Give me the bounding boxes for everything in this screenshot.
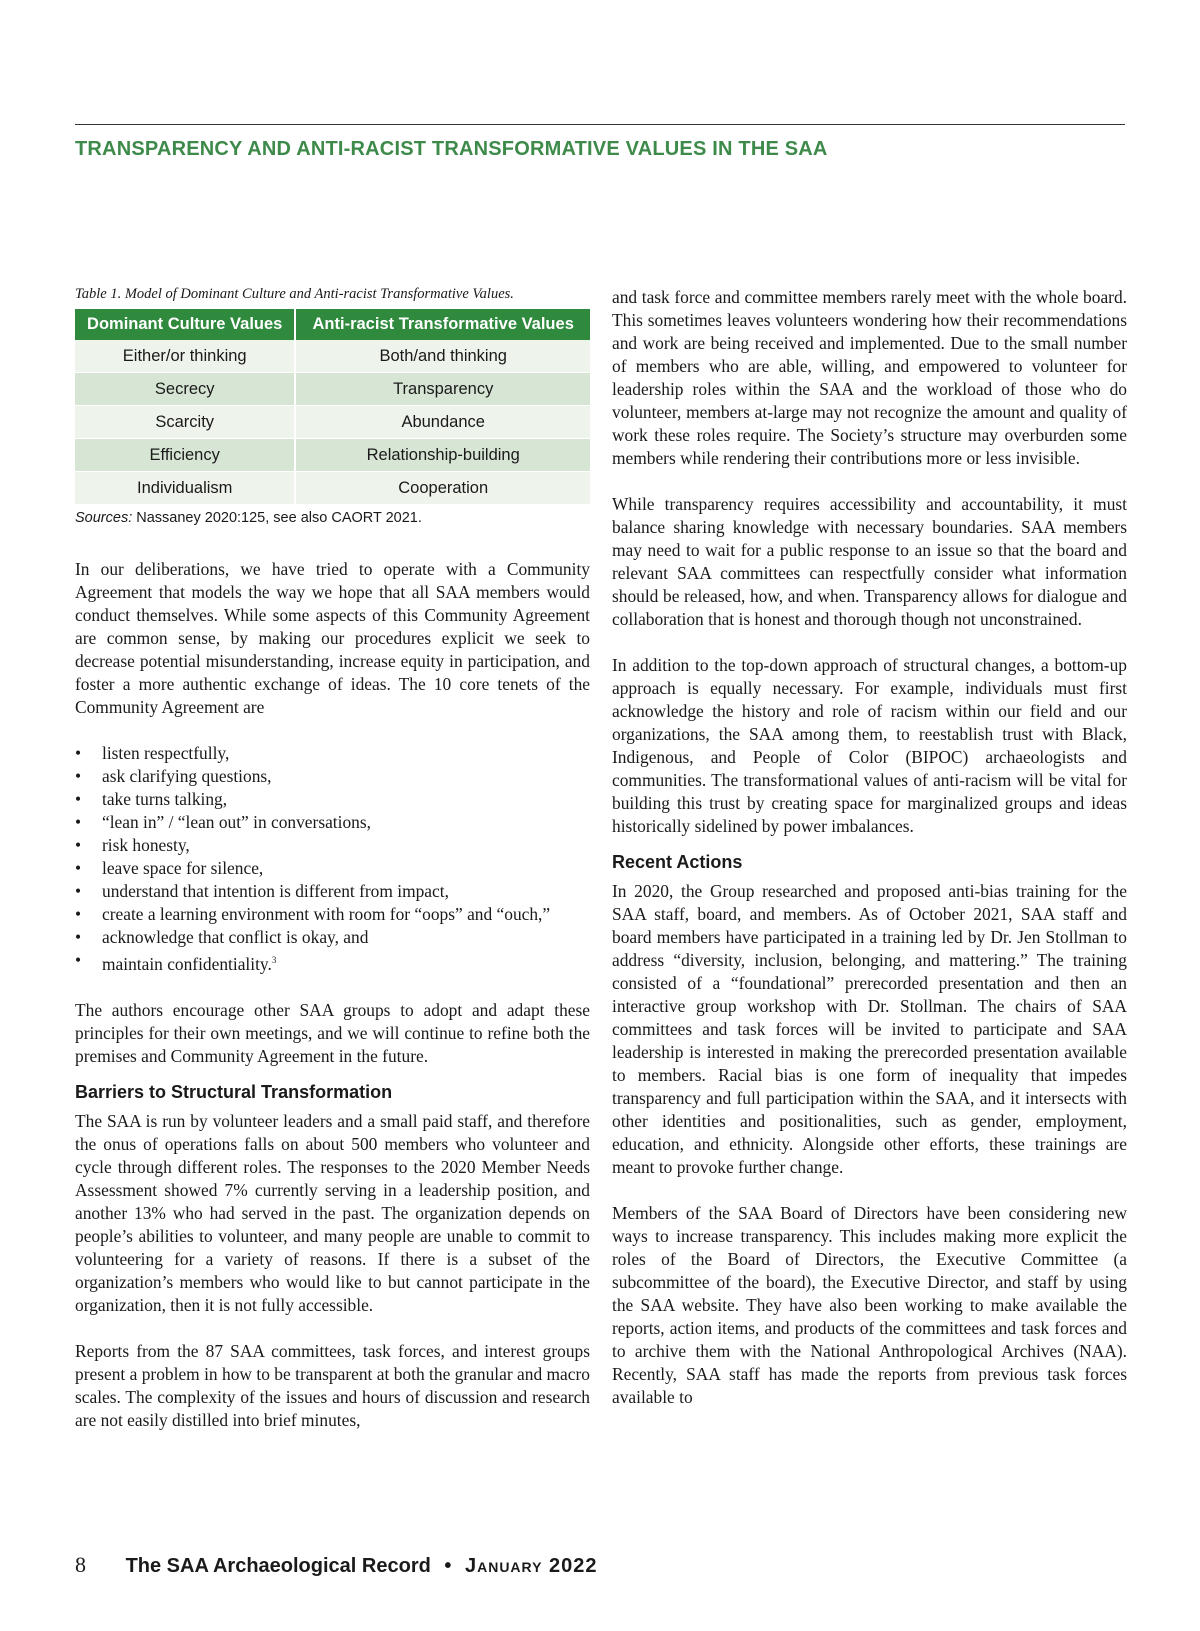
body-paragraph: Members of the SAA Board of Directors have been considering new ways to increase transparency. This includes making more explicit the roles of the Board of Directors, the Executive Committee (a subcommittee of the board), the Executive Director, and staff by using the SAA website. They have also been working to make available the reports, action items, and products of the committees and task forces and to archive them with the National Anthropological Archives (NAA). Recently, SAA staff has made the reports from previous task forces available to [612,1203,1127,1407]
right-column [612,286,1127,1409]
list-item: • leave space for silence, [75,857,590,880]
table-row [75,340,590,373]
table-cell: Scarcity [75,406,295,439]
table-cell: Either/or thinking [75,340,295,373]
tenets-list [75,742,590,976]
body-paragraph: Reports from the 87 SAA committees, task forces, and interest groups present a problem in how to be transparent at both the granular and macro scales. The complexity of the issues and hours of discussion and research are not easily distilled into brief minutes, [75,1340,590,1430]
body-paragraph: and task force and committee members rarely meet with the whole board. This sometimes leaves volunteers wondering how their recommendations and work are being received and implemented. Due to the small number of members who are able, willing, and empowered to volunteer for leadership roles within the SAA and the workload of those who do volunteer, members at-large may not recognize the amount and quality of work these roles require. The Society’s structure may overburden some members while rendering their contributions more or less invisible. [612,287,1127,468]
table-header-row [75,309,590,340]
column-header: Dominant Culture Values [75,309,295,340]
table-sources [75,510,590,526]
values-table [75,309,590,504]
header-rule [75,124,1125,125]
list-item: • “lean in” / “lean out” in conversations, [75,811,590,834]
list-item-text: maintain confidentiality. [102,953,272,974]
page-number: 8 [75,1552,86,1577]
left-column [75,286,590,1432]
table-caption: Table 1. Model of Dominant Culture and Anti-racist Transformative Values. [75,286,514,302]
list-item: • ask clarifying questions, [75,765,590,788]
body-paragraph: In 2020, the Group researched and proposed anti-bias training for the SAA staff, board, and members. As of October 2021, SAA staff and board members have participated in a training led by Dr. Jen Stollman to address “diversity, inclusion, belonging, and mattering.” The training consisted of a “foundational” prerecorded presentation and then an interactive group workshop with Dr. Stollman. The chairs of SAA committees and task forces will be invited to participate and SAA leadership is interested in making the prerecorded presentation available to members. Racial bias is one form of inequality that impedes transparency and full participation within the SAA, and it intersects with other identities and positionalities, such as gender, employment, education, and ethnicity. Alongside other efforts, these trainings are meant to provoke further change. [612,881,1127,1177]
table-row [75,373,590,406]
list-item: • acknowledge that conflict is okay, and [75,926,590,949]
body-paragraph: In addition to the top-down approach of structural changes, a bottom-up approach is equally necessary. For example, individuals must first acknowledge the history and role of racism within our field and our organizations, the SAA among them, to reestablish trust with Black, Indigenous, and People of Color (BIPOC) archaeologists and communities. The transformational values of anti-racism will be vital for building this trust by creating space for marginalized groups and ideas historically sidelined by power imbalances. [612,655,1127,836]
footnote-marker: 3 [271,955,277,965]
publication-title: The SAA Archaeological Record [125,1555,431,1577]
section-title: TRANSPARENCY AND ANTI-RACIST TRANSFORMATIVE VALUES IN THE SAA [75,138,828,160]
table-cell: Efficiency [75,439,295,472]
list-item [75,949,590,976]
subheading-recent-actions: Recent Actions [612,852,743,872]
table-row [75,406,590,439]
table-cell: Secrecy [75,373,295,406]
page-footer [75,1552,598,1578]
sources-label: Sources: [75,510,133,526]
table-cell: Relationship-building [295,439,590,472]
table-cell: Cooperation [295,472,590,505]
list-item: • take turns talking, [75,788,590,811]
sources-text: Nassaney 2020:125, see also CAORT 2021. [136,510,422,526]
subheading-barriers: Barriers to Structural Transformation [75,1081,393,1102]
list-item: • create a learning environment with room for “oops” and “ouch,” [75,903,590,926]
column-header: Anti-racist Transformative Values [295,309,590,340]
list-item: • listen respectfully, [75,742,590,765]
body-paragraph: While transparency requires accessibility and accountability, it must balance sharing knowledge with necessary boundaries. SAA members may need to wait for a public response to an issue so that the board and relevant SAA committees can respectfully consider what information should be released, how, and when. Transparency allows for dialogue and collaboration that is honest and thorough though not unconstrained. [612,494,1127,629]
table-row [75,472,590,505]
footer-bullet: • [444,1555,452,1577]
table-cell: Abundance [295,406,590,439]
table-cell: Individualism [75,472,295,505]
table-row [75,439,590,472]
body-paragraph: In our deliberations, we have tried to operate with a Community Agreement that models the way we hope that all SAA members would conduct themselves. While some aspects of this Community Agreement are common sense, by making our procedures explicit we seek to decrease potential misunderstanding, increase equity in participation, and foster a more authentic exchange of ideas. The 10 core tenets of the Community Agreement are [75,559,590,717]
table-cell: Both/and thinking [295,340,590,373]
list-item: • understand that intention is different from impact, [75,880,590,903]
issue-date: January 2022 [464,1555,598,1577]
table-cell: Transparency [295,373,590,406]
body-paragraph: The authors encourage other SAA groups to adopt and adapt these principles for their own meetings, and we will continue to refine both the premises and Community Agreement in the future. [75,999,590,1066]
list-item: • risk honesty, [75,834,590,857]
body-paragraph: The SAA is run by volunteer leaders and a small paid staff, and therefore the onus of operations falls on about 500 members who volunteer and cycle through different roles. The responses to the 2020 Member Needs Assessment showed 7% currently serving in a leadership position, and another 13% who had served in the past. The organization depends on people’s abilities to volunteer, and many people are unable to commit to volunteering for a variety of reasons. If there is a subset of the organization’s members who would like to but cannot participate in the organization, then it is not fully accessible. [75,1110,590,1315]
